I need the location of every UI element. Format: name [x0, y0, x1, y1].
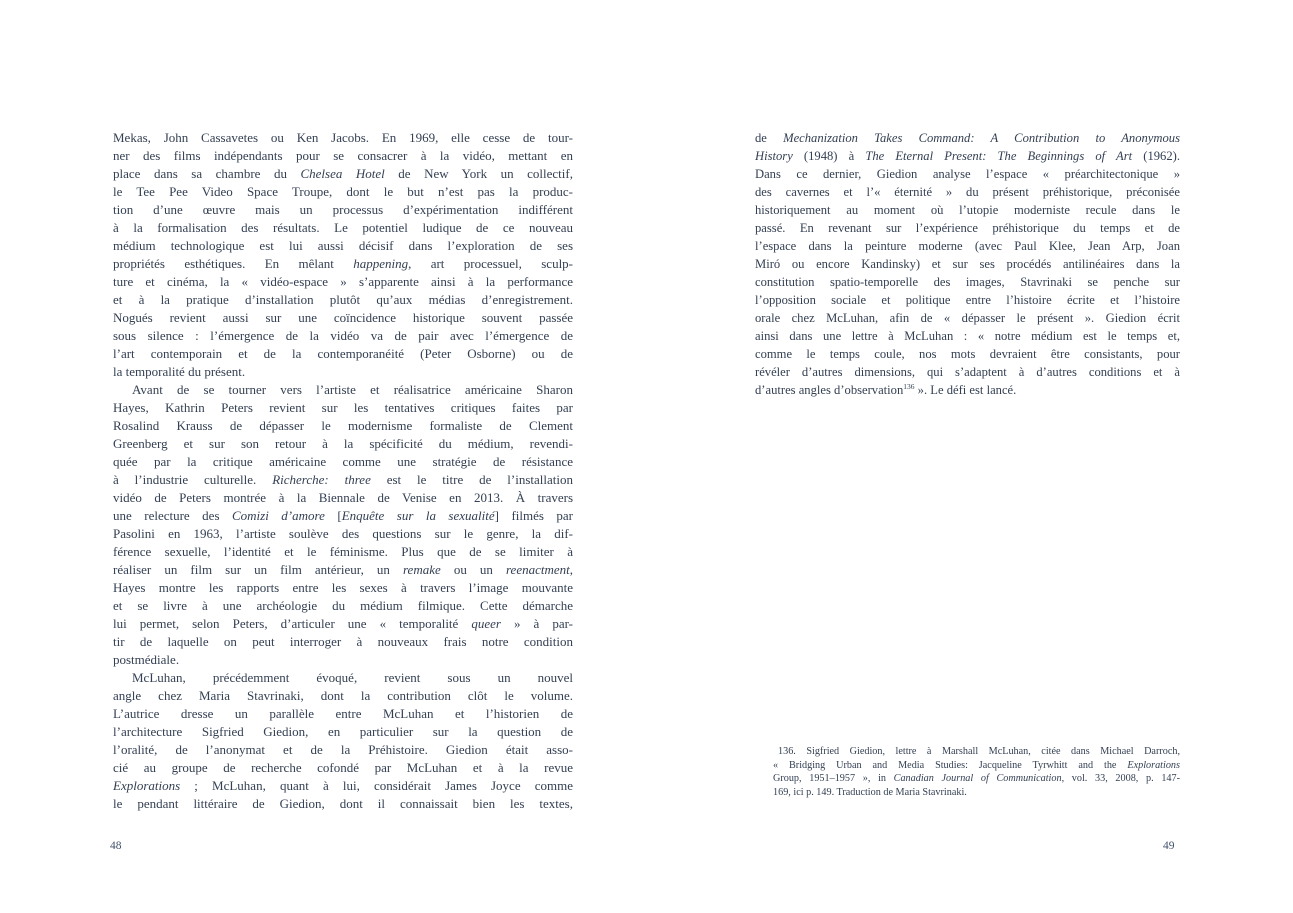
text-line: l’art contemporain et de la contemporanéité (Peter Osborne) ou de	[113, 346, 573, 361]
text-line: historiquement au moment où l’utopie moderniste recule dans le	[755, 203, 1180, 217]
text-line: tir de laquelle on peut interroger à nouveaux frais notre condition	[113, 634, 573, 649]
right-page-text-block	[755, 129, 1180, 399]
text-line: constitution spatio-temporelle des images, Stavrinaki se penche sur	[755, 275, 1180, 289]
text-line: férence sexuelle, l’identité et le féminisme. Plus que de se limiter à	[113, 544, 573, 559]
text-line: Rosalind Krauss de dépasser le modernisme formaliste de Clement	[113, 418, 573, 433]
text-line: tion d’une œuvre mais un processus d’expérimentation indifférent	[113, 202, 573, 217]
text-line: lui permet, selon Peters, d’articuler une « temporalité queer » à par-	[113, 616, 573, 631]
text-line: l’opposition sociale et politique entre l’histoire écrite et l’histoire	[755, 293, 1180, 307]
text-line: des cavernes et l’« éternité » du présent préhistorique, préconisée	[755, 185, 1180, 199]
text-line: 136. Sigfried Giedion, lettre à Marshall McLuhan, citée dans Michael Darroch,	[778, 746, 1180, 757]
text-line: réaliser un film sur un film antérieur, un remake ou un reenactment,	[113, 562, 573, 577]
text-line: cié au groupe de recherche cofondé par McLuhan et à la revue	[113, 760, 573, 775]
text-line: « Bridging Urban and Media Studies: Jacqueline Tyrwhitt and the Explorations	[773, 759, 1180, 771]
text-line: ainsi dans une lettre à McLuhan : « notre médium est le temps et,	[755, 329, 1180, 343]
text-line: Greenberg et sur son retour à la spécificité du médium, revendi-	[113, 436, 573, 451]
text-line: passé. En revenant sur l’expérience préhistorique du temps et de	[755, 221, 1180, 235]
text-line: angle chez Maria Stavrinaki, dont la contribution clôt le volume.	[113, 688, 573, 703]
text-line: Dans ce dernier, Giedion analyse l’espace « préarchitectonique »	[755, 167, 1180, 181]
text-line: l’architecture Sigfried Giedion, en particulier sur la question de	[113, 724, 573, 739]
text-line: Nogués revient aussi sur une coïncidence historique souvent passée	[113, 310, 573, 325]
text-line: propriétés esthétiques. En mêlant happening, art processuel, sculp-	[113, 256, 573, 271]
text-line: Miró ou encore Kandinsky) et sur ses procédés antilinéaires dans la	[755, 257, 1180, 271]
text-line: L’autrice dresse un parallèle entre McLuhan et l’historien de	[113, 706, 573, 721]
text-line: History (1948) à The Eternal Present: The Beginnings of Art (1962).	[755, 149, 1180, 163]
text-line: l’espace dans la peinture moderne (avec Paul Klee, Jean Arp, Joan	[755, 239, 1180, 253]
text-line: l’oralité, de l’anonymat et de la Préhistoire. Giedion était asso-	[113, 742, 573, 757]
left-page-text-block	[113, 129, 573, 813]
text-line: ture et cinéma, la « vidéo-espace » s’apparente ainsi à la performance	[113, 274, 573, 289]
text-line: postmédiale.	[113, 652, 180, 667]
text-line: à la formalisation des résultats. Le potentiel ludique de ce nouveau	[113, 220, 573, 235]
text-line: sous silence : l’émergence de la vidéo va de pair avec l’émergence de	[113, 328, 573, 343]
footnote-block	[773, 745, 1180, 799]
text-line: comme le temps coule, nos mots devraient être consistants, pour	[755, 347, 1180, 361]
text-line: Mekas, John Cassavetes ou Ken Jacobs. En 1969, elle cesse de tour-	[113, 130, 573, 145]
text-line: Explorations ; McLuhan, quant à lui, considérait James Joyce comme	[113, 778, 573, 793]
text-line: et à la pratique d’installation plutôt qu’aux médias d’enregistrement.	[113, 292, 573, 307]
text-line: Hayes, Kathrin Peters revient sur les tentatives critiques faites par	[113, 400, 573, 415]
text-line: quée par la critique américaine comme une stratégie de résistance	[113, 454, 573, 469]
text-line: le Tee Pee Video Space Troupe, dont le but n’est pas la produc-	[113, 184, 573, 199]
text-line: 169, ici p. 149. Traduction de Maria Stavrinaki.	[773, 786, 967, 798]
text-line: de Mechanization Takes Command: A Contribution to Anonymous	[755, 131, 1180, 145]
text-line: orale chez McLuhan, afin de « dépasser le présent ». Giedion écrit	[755, 311, 1180, 325]
text-line: Avant de se tourner vers l’artiste et réalisatrice américaine Sharon	[132, 382, 573, 397]
text-line: et se livre à une archéologie du médium filmique. Cette démarche	[113, 598, 573, 613]
text-line: le pendant littéraire de Giedion, dont il connaissait bien les textes,	[113, 796, 573, 811]
page-number-left: 48	[110, 840, 122, 852]
text-line: Group, 1951–1957 », in Canadian Journal of Communication, vol. 33, 2008, p. 147-	[773, 773, 1180, 784]
text-line: Hayes montre les rapports entre les sexes à travers l’image mouvante	[113, 580, 573, 595]
text-line: à l’industrie culturelle. Richerche: three est le titre de l’installation	[113, 472, 573, 487]
page-number-right: 49	[1163, 840, 1175, 852]
text-line: Pasolini en 1963, l’artiste soulève des questions sur le genre, la dif-	[113, 526, 573, 541]
text-line: place dans sa chambre du Chelsea Hotel de New York un collectif,	[113, 166, 573, 181]
text-line: médium technologique est lui aussi décisif dans l’exploration de ses	[113, 238, 573, 253]
text-line: d’autres angles d’observation$^{136}$ ». Le défi est lancé.	[755, 381, 1017, 397]
text-line: vidéo de Peters montrée à la Biennale de Venise en 2013. À travers	[113, 490, 573, 505]
text-line: la temporalité du présent.	[113, 364, 246, 379]
text-line: une relecture des Comizi d’amore [Enquête sur la sexualité] filmés par	[113, 508, 573, 523]
text-line: McLuhan, précédemment évoqué, revient sous un nouvel	[132, 670, 573, 685]
text-line: révéler d’autres dimensions, qui s’adaptent à d’autres conditions et à	[755, 365, 1180, 379]
text-line: ner des films indépendants pour se consacrer à la vidéo, mettant en	[113, 148, 573, 163]
